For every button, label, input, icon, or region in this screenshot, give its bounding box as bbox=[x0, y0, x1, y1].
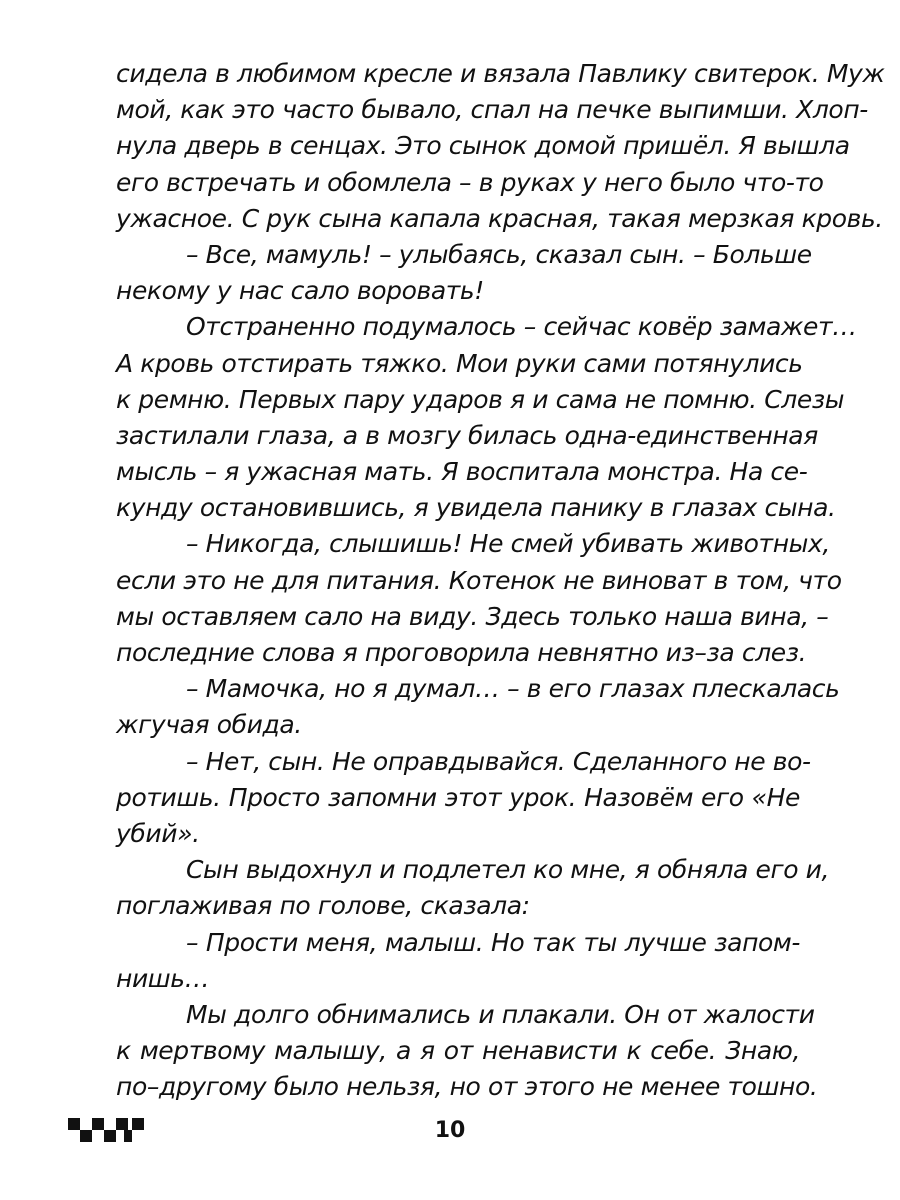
text-line: мой, как это часто бывало, спал на печке выпимши. Хлоп- bbox=[116, 95, 868, 125]
text-line: Мы долго обнимались и плакали. Он от жалости bbox=[186, 999, 815, 1029]
text-line: если это не для питания. Котенок не виноват в том, что bbox=[116, 565, 842, 595]
text-line: его встречать и обомлела – в руках у него было что-то bbox=[116, 167, 824, 197]
text-line: А кровь отстирать тяжко. Мои руки сами потянулись bbox=[116, 348, 803, 378]
text-line: убий». bbox=[116, 818, 200, 848]
text-line: нула дверь в сенцах. Это сынок домой пришёл. Я вышла bbox=[116, 131, 850, 161]
text-line: к ремню. Первых пару ударов я и сама не помню. Слезы bbox=[116, 384, 845, 414]
text-line: по–другому было нельзя, но от этого не менее тошно. bbox=[116, 1072, 818, 1102]
page-body-text bbox=[116, 56, 885, 1105]
text-line: – Нет, сын. Не оправдывайся. Сделанного не во- bbox=[186, 746, 811, 776]
text-line: – Все, мамуль! – улыбаясь, сказал сын. – Больше bbox=[186, 239, 812, 269]
text-line: застилали глаза, а в мозгу билась одна-единственная bbox=[116, 420, 818, 450]
text-line: ужасное. С рук сына капала красная, такая мерзкая кровь. bbox=[116, 203, 883, 233]
text-line: нишь… bbox=[116, 963, 210, 993]
text-line: Отстраненно подумалось – сейчас ковёр замажет… bbox=[186, 312, 857, 342]
text-line: жгучая обида. bbox=[116, 710, 302, 740]
text-line: некому у нас сало воровать! bbox=[116, 276, 484, 306]
text-line: кунду остановившись, я увидела панику в глазах сына. bbox=[116, 493, 836, 523]
text-line: Сын выдохнул и подлетел ко мне, я обняла его и, bbox=[186, 855, 830, 885]
text-line: ротишь. Просто запомни этот урок. Назовём его «Не bbox=[116, 782, 800, 812]
text-line: сидела в любимом кресле и вязала Павлику свитерок. Муж bbox=[116, 59, 885, 88]
text-line: – Мамочка, но я думал… – в его глазах плескалась bbox=[186, 674, 840, 704]
text-line: поглаживая по голове, сказала: bbox=[116, 891, 530, 921]
text-line: – Никогда, слышишь! Не смей убивать животных, bbox=[186, 529, 830, 559]
text-line: – Прости меня, малыш. Но так ты лучше запом- bbox=[186, 927, 800, 957]
text-line: последние слова я проговорила невнятно из–за слез. bbox=[116, 638, 807, 667]
text-line: мысль – я ужасная мать. Я воспитала монстра. На се- bbox=[116, 457, 808, 487]
text-line: к мертвому малышу, а я от ненависти к себе. Знаю, bbox=[116, 1036, 800, 1066]
text-line: мы оставляем сало на виду. Здесь только наша вина, – bbox=[116, 601, 829, 631]
page-number: 10 bbox=[434, 1118, 466, 1143]
